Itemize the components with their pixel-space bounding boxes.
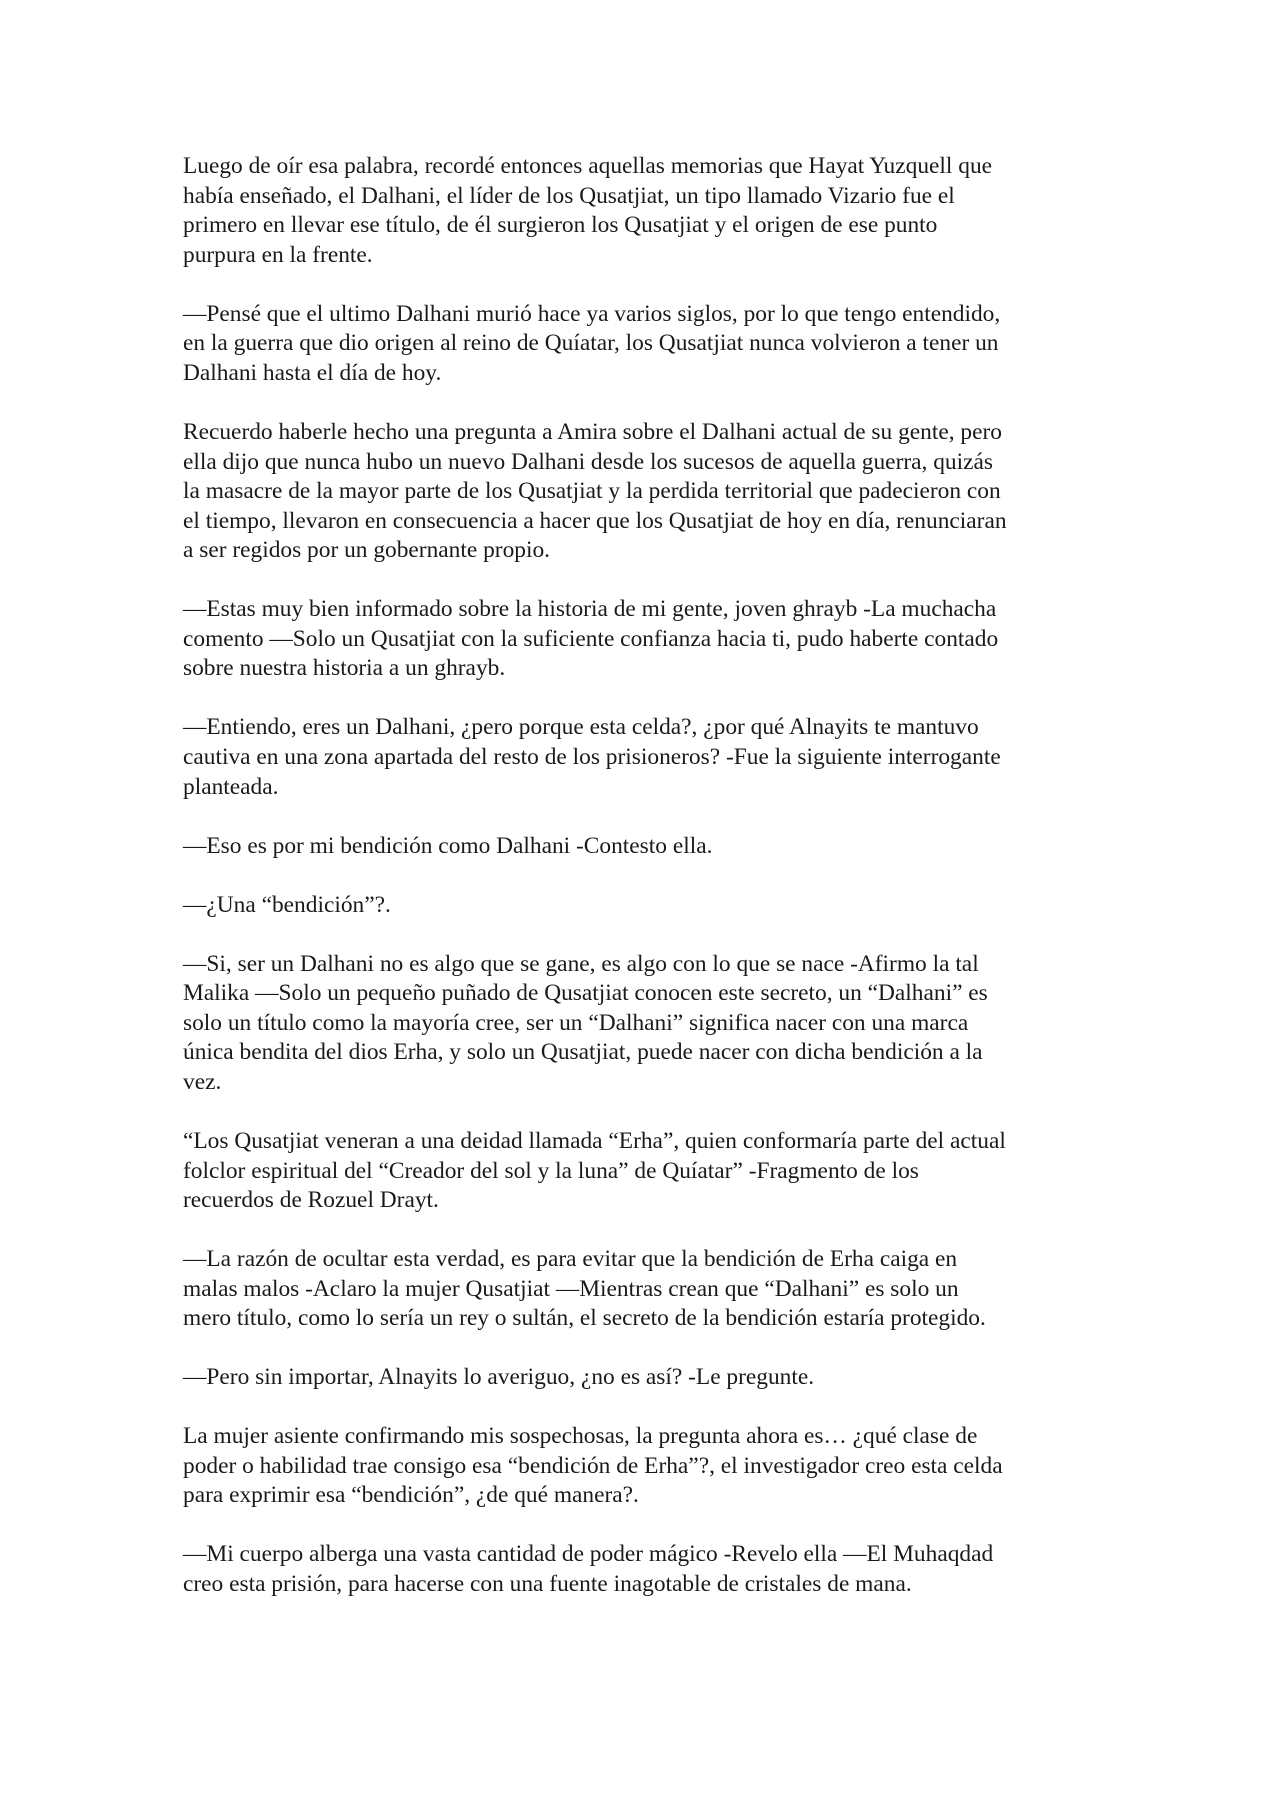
text-line: había enseñado, el Dalhani, el líder de los Qusatjiat, un tipo llamado Vizario fue el: [183, 182, 955, 209]
paragraph: [183, 891, 1098, 921]
text-line: “Los Qusatjiat veneran a una deidad llamada “Erha”, quien conformaría parte del actual: [183, 1127, 1006, 1154]
paragraph: [183, 713, 1098, 802]
paragraph: [183, 418, 1098, 566]
text-line: el tiempo, llevaron en consecuencia a hacer que los Qusatjiat de hoy en día, renunciaran: [183, 507, 1007, 534]
text-line: para exprimir esa “bendición”, ¿de qué manera?.: [183, 1482, 639, 1509]
text-line: vez.: [183, 1068, 222, 1095]
text-line: —¿Una “bendición”?.: [183, 891, 391, 918]
text-line: malas malos -Aclaro la mujer Qusatjiat —Mientras crean que “Dalhani” es solo un: [183, 1275, 959, 1302]
text-line: primero en llevar ese título, de él surgieron los Qusatjiat y el origen de ese punto: [183, 212, 938, 239]
text-line: —Pensé que el ultimo Dalhani murió hace ya varios siglos, por lo que tengo entendido,: [183, 300, 1001, 327]
text-line: —Entiendo, eres un Dalhani, ¿pero porque esta celda?, ¿por qué Alnayits te mantuvo: [183, 714, 979, 741]
text-line: Recuerdo haberle hecho una pregunta a Amira sobre el Dalhani actual de su gente, pero: [183, 418, 1002, 445]
text-line: —La razón de ocultar esta verdad, es para evitar que la bendición de Erha caiga en: [183, 1246, 958, 1273]
paragraph: [183, 1127, 1098, 1216]
text-line: La mujer asiente confirmando mis sospechosas, la pregunta ahora es… ¿qué clase de: [183, 1423, 978, 1450]
text-line: solo un título como la mayoría cree, ser un “Dalhani” significa nacer con una marca: [183, 1009, 969, 1036]
text-line: única bendita del dios Erha, y solo un Qusatjiat, puede nacer con dicha bendición a la: [183, 1039, 983, 1066]
text-line: recuerdos de Rozuel Drayt.: [183, 1187, 439, 1214]
text-line: —Mi cuerpo alberga una vasta cantidad de poder mágico -Revelo ella —El Muhaqdad: [183, 1541, 994, 1568]
paragraph: [183, 1422, 1098, 1511]
paragraph: [183, 1540, 1098, 1599]
text-line: Dalhani hasta el día de hoy.: [183, 359, 442, 386]
paragraph: [183, 595, 1098, 684]
text-line: la masacre de la mayor parte de los Qusatjiat y la perdida territorial que padecieron con: [183, 478, 1001, 505]
text-line: —Eso es por mi bendición como Dalhani -Contesto ella.: [183, 832, 713, 859]
text-line: sobre nuestra historia a un ghrayb.: [183, 655, 506, 682]
text-line: a ser regidos por un gobernante propio.: [183, 537, 550, 564]
text-line: en la guerra que dio origen al reino de Quíatar, los Qusatjiat nunca volvieron a tener un: [183, 330, 999, 357]
text-line: Luego de oír esa palabra, recordé entonces aquellas memorias que Hayat Yuzquell que: [183, 153, 993, 179]
paragraph: [183, 832, 1098, 862]
text-line: purpura en la frente.: [183, 241, 373, 268]
text-line: folclor espiritual del “Creador del sol y la luna” de Quíatar” -Fragmento de los: [183, 1157, 919, 1184]
paragraph: [183, 1363, 1098, 1393]
paragraph: [183, 950, 1098, 1098]
paragraph: [183, 300, 1098, 389]
text-line: planteada.: [183, 773, 279, 800]
text-line: mero título, como lo sería un rey o sultán, el secreto de la bendición estaría protegido.: [183, 1305, 986, 1332]
text-line: —Pero sin importar, Alnayits lo averiguo, ¿no es así? -Le pregunte.: [183, 1364, 815, 1391]
text-line: poder o habilidad trae consigo esa “bendición de Erha”?, el investigador creo esta celda: [183, 1452, 1003, 1479]
text-line: Malika —Solo un pequeño puñado de Qusatjiat conocen este secreto, un “Dalhani” es: [183, 980, 988, 1007]
text-line: cautiva en una zona apartada del resto de los prisioneros? -Fue la siguiente interrogante: [183, 744, 1001, 771]
text-line: —Si, ser un Dalhani no es algo que se gane, es algo con lo que se nace -Afirmo la tal: [183, 950, 979, 977]
paragraph: [183, 1245, 1098, 1334]
paragraph: [183, 152, 1098, 270]
document-body: [183, 152, 1098, 1629]
text-line: ella dijo que nunca hubo un nuevo Dalhani desde los sucesos de aquella guerra, quizás: [183, 448, 993, 475]
text-line: —Estas muy bien informado sobre la historia de mi gente, joven ghrayb -La muchacha: [183, 596, 997, 623]
text-line: comento —Solo un Qusatjiat con la suficiente confianza hacia ti, pudo haberte contado: [183, 625, 999, 652]
text-line: creo esta prisión, para hacerse con una fuente inagotable de cristales de mana.: [183, 1571, 912, 1598]
